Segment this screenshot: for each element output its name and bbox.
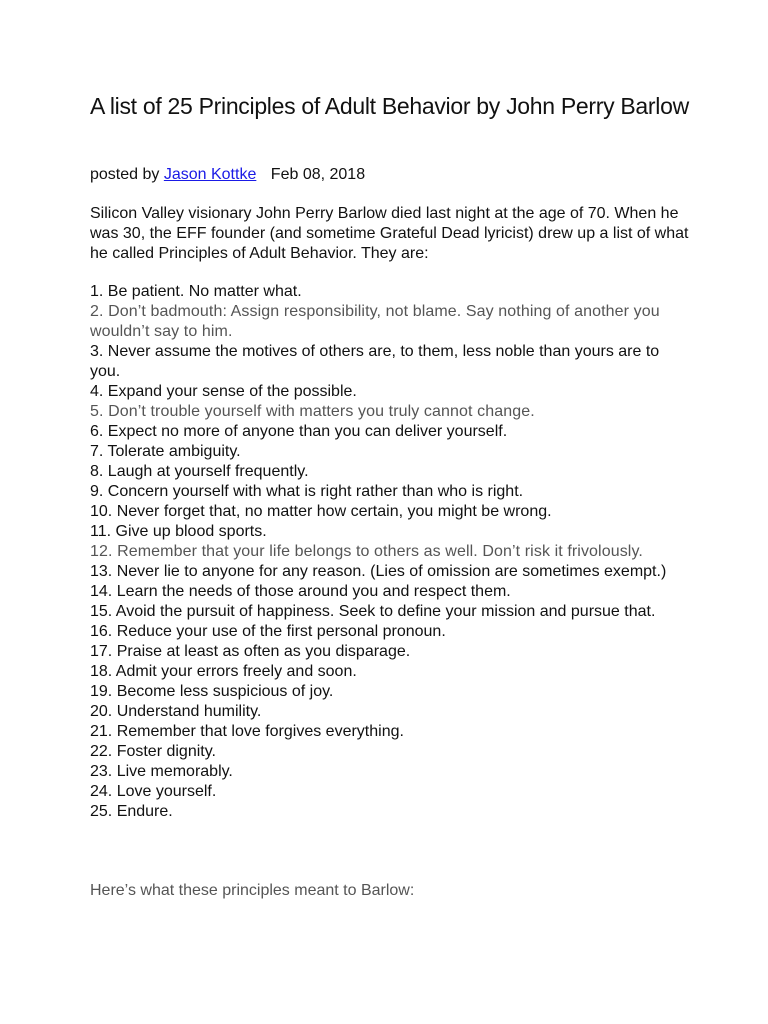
principle-item: 22. Foster dignity. xyxy=(90,743,216,760)
posted-by-label: posted by xyxy=(90,166,160,183)
closing-paragraph: Here’s what these principles meant to Barlow: xyxy=(90,882,415,899)
principle-item: 11. Give up blood sports. xyxy=(90,523,267,540)
principle-item: 8. Laugh at yourself frequently. xyxy=(90,463,309,480)
principle-item: 20. Understand humility. xyxy=(90,703,262,720)
author-link[interactable]: Jason Kottke xyxy=(163,166,257,183)
principle-item: 10. Never forget that, no matter how certain, you might be wrong. xyxy=(90,503,552,520)
principle-item: 24. Love yourself. xyxy=(90,783,217,800)
principle-item: 3. Never assume the motives of others are, to them, less noble than yours are to you. xyxy=(90,343,660,380)
principle-item: 4. Expand your sense of the possible. xyxy=(90,383,357,400)
post-date: Feb 08, 2018 xyxy=(270,166,366,183)
principle-item: 23. Live memorably. xyxy=(90,763,233,780)
principle-item: 5. Don’t trouble yourself with matters you truly cannot change. xyxy=(90,403,535,420)
principle-item: 13. Never lie to anyone for any reason. (Lies of omission are sometimes exempt.) xyxy=(90,563,667,580)
principle-item: 16. Reduce your use of the first personal pronoun. xyxy=(90,623,446,640)
principle-item: 18. Admit your errors freely and soon. xyxy=(90,663,357,680)
principle-item: 19. Become less suspicious of joy. xyxy=(90,683,334,700)
principle-item: 15. Avoid the pursuit of happiness. Seek to define your mission and pursue that. xyxy=(90,603,656,620)
principle-item: 2. Don’t badmouth: Assign responsibility, not blame. Say nothing of another you wouldn’t say to him. xyxy=(90,303,660,340)
principle-item: 12. Remember that your life belongs to others as well. Don’t risk it frivolously. xyxy=(90,543,643,560)
principle-item: 1. Be patient. No matter what. xyxy=(90,283,302,300)
principle-item: 25. Endure. xyxy=(90,803,173,820)
principle-item: 6. Expect no more of anyone than you can deliver yourself. xyxy=(90,423,508,440)
page-title: A list of 25 Principles of Adult Behavior by John Perry Barlow xyxy=(90,93,689,119)
principle-item: 9. Concern yourself with what is right rather than who is right. xyxy=(90,483,524,500)
principle-item: 7. Tolerate ambiguity. xyxy=(90,443,241,460)
principles-list xyxy=(90,282,690,822)
principle-item: 21. Remember that love forgives everything. xyxy=(90,723,404,740)
intro-paragraph: Silicon Valley visionary John Perry Barlow died last night at the age of 70. When he was 30, the EFF founder (and sometime Grateful Dead lyricist) drew up a list of what he called Principles of Adult Behavior. They are: xyxy=(90,205,689,262)
byline xyxy=(90,165,365,185)
principle-item: 14. Learn the needs of those around you and respect them. xyxy=(90,583,511,600)
principle-item: 17. Praise at least as often as you disparage. xyxy=(90,643,411,660)
